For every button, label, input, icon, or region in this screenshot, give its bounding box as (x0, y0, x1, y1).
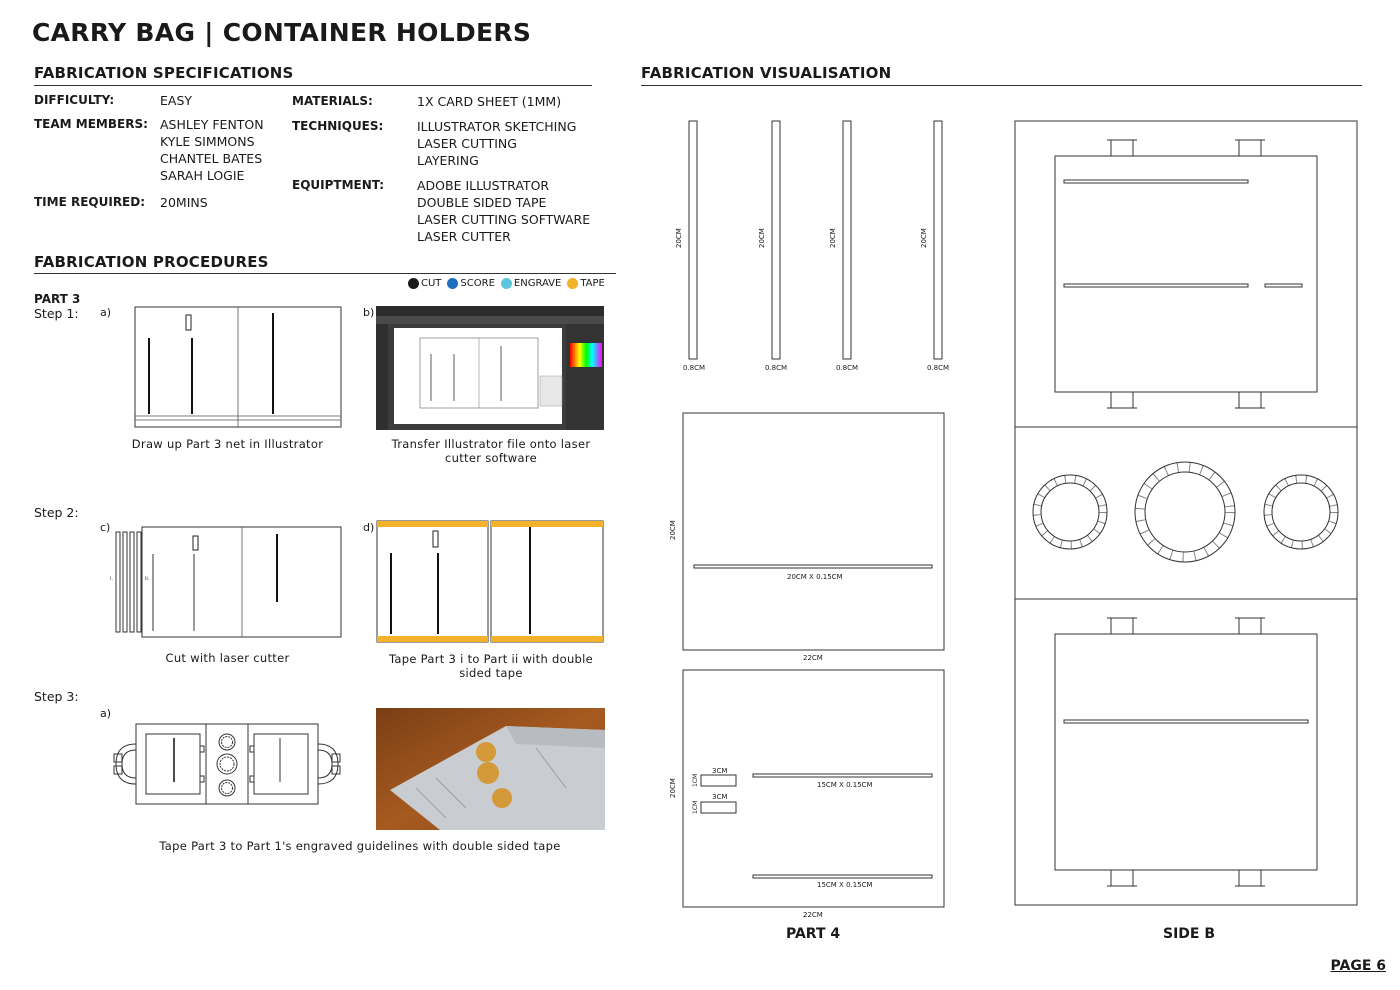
page-title: CARRY BAG | CONTAINER HOLDERS (32, 18, 532, 47)
tab-width-2: 3CM (712, 793, 728, 801)
score-dot-icon (447, 278, 458, 289)
side-b-drawing (1014, 120, 1360, 908)
software-screenshot (376, 306, 604, 430)
sub-d: d) (363, 521, 375, 534)
part4-board-1 (682, 412, 946, 652)
part3-net-drawing (134, 306, 342, 430)
equipment-item: LASER CUTTER (417, 229, 511, 244)
team-member: KYLE SIMMONS (160, 134, 255, 149)
board2-slot-1: 15CM X 0.15CM (817, 781, 873, 789)
step3-label: Step 3: (34, 689, 79, 704)
page-number: PAGE 6 (1330, 958, 1386, 974)
step1-label: Step 1: (34, 306, 79, 321)
team-list (160, 116, 264, 184)
color-legend (408, 278, 605, 289)
board1-slot: 20CM X 0.15CM (787, 573, 843, 581)
sub-a-step3: a) (100, 707, 112, 720)
cut-dot-icon (408, 278, 419, 289)
visual-heading: FABRICATION VISUALISATION (641, 64, 892, 82)
net-label-ii: ii. (145, 576, 150, 582)
strip-height-2: 20CM (758, 228, 766, 248)
equipment-item: ADOBE ILLUSTRATOR (417, 178, 550, 193)
board2-width: 22CM (803, 911, 823, 919)
visual-rule (641, 85, 1362, 86)
materials-label: MATERIALS: (292, 94, 373, 108)
procedures-rule (34, 273, 616, 274)
legend-tape: TAPE (580, 278, 605, 289)
team-member: ASHLEY FENTON (160, 117, 264, 132)
time-label: TIME REQUIRED: (34, 195, 146, 209)
legend-engrave: ENGRAVE (513, 278, 562, 289)
board2-slot-2: 15CM X 0.15CM (817, 881, 873, 889)
sub-a: a) (100, 306, 112, 319)
caption-c: Cut with laser cutter (165, 651, 290, 665)
strips-drawing (672, 118, 962, 378)
caption-d: Tape Part 3 i to Part ii with double sided tape (388, 652, 594, 680)
equipment-item: DOUBLE SIDED TAPE (417, 195, 547, 210)
technique-item: LASER CUTTING (417, 136, 517, 151)
caption-b: Transfer Illustrator file onto laser cutter software (391, 437, 591, 465)
strip-width-1: 0.8CM (683, 364, 706, 372)
net-label-i: i. (110, 576, 113, 582)
techniques-list (417, 118, 576, 169)
team-member: CHANTEL BATES (160, 151, 263, 166)
difficulty-label: DIFFICULTY: (34, 93, 115, 107)
time-value: 20MINS (160, 195, 208, 210)
technique-item: ILLUSTRATOR SKETCHING (417, 119, 577, 134)
board1-height: 20CM (669, 520, 677, 540)
tape-drawing (376, 520, 604, 644)
assembled-photo (376, 708, 605, 830)
part4-label: PART 4 (786, 926, 841, 942)
legend-score: SCORE (460, 278, 495, 289)
tab-height-2: 1CM (692, 800, 699, 814)
sub-c: c) (100, 521, 111, 534)
tab-height-1: 1CM (692, 773, 699, 787)
specs-heading: FABRICATION SPECIFICATIONS (34, 64, 294, 82)
legend-cut: CUT (421, 278, 442, 289)
software-screenshot-graphic (376, 306, 604, 430)
strip-height-4: 20CM (920, 228, 928, 248)
equipment-list (417, 177, 590, 245)
part4-board-2 (682, 669, 946, 909)
strip-width-4: 0.8CM (927, 364, 950, 372)
procedures-heading: FABRICATION PROCEDURES (34, 253, 269, 271)
board1-width: 22CM (803, 654, 823, 662)
equipment-item: LASER CUTTING SOFTWARE (417, 212, 591, 227)
engrave-dot-icon (501, 278, 512, 289)
tab-width-1: 3CM (712, 767, 728, 775)
equipment-label: EQUIPTMENT: (292, 178, 385, 192)
strip-width-2: 0.8CM (765, 364, 788, 372)
caption-a: Draw up Part 3 net in Illustrator (131, 437, 324, 451)
caption-step3: Tape Part 3 to Part 1's engraved guidelines with double sided tape (159, 839, 561, 853)
strip-width-3: 0.8CM (836, 364, 859, 372)
specs-rule (34, 85, 592, 86)
team-label: TEAM MEMBERS: (34, 117, 148, 131)
technique-item: LAYERING (417, 153, 479, 168)
side-b-label: SIDE B (1163, 926, 1216, 942)
board2-height: 20CM (669, 778, 677, 798)
laser-cut-drawing (108, 526, 344, 640)
difficulty-value: EASY (160, 93, 193, 108)
strip-height-1: 20CM (675, 228, 683, 248)
materials-value: 1X CARD SHEET (1MM) (417, 94, 562, 109)
team-member: SARAH LOGIE (160, 168, 245, 183)
sub-b: b) (363, 306, 375, 319)
techniques-label: TECHNIQUES: (292, 119, 384, 133)
assembly-drawing (112, 722, 344, 806)
strip-height-3: 20CM (829, 228, 837, 248)
part-label: PART 3 (34, 292, 81, 306)
tape-dot-icon (567, 278, 578, 289)
step2-label: Step 2: (34, 505, 79, 520)
